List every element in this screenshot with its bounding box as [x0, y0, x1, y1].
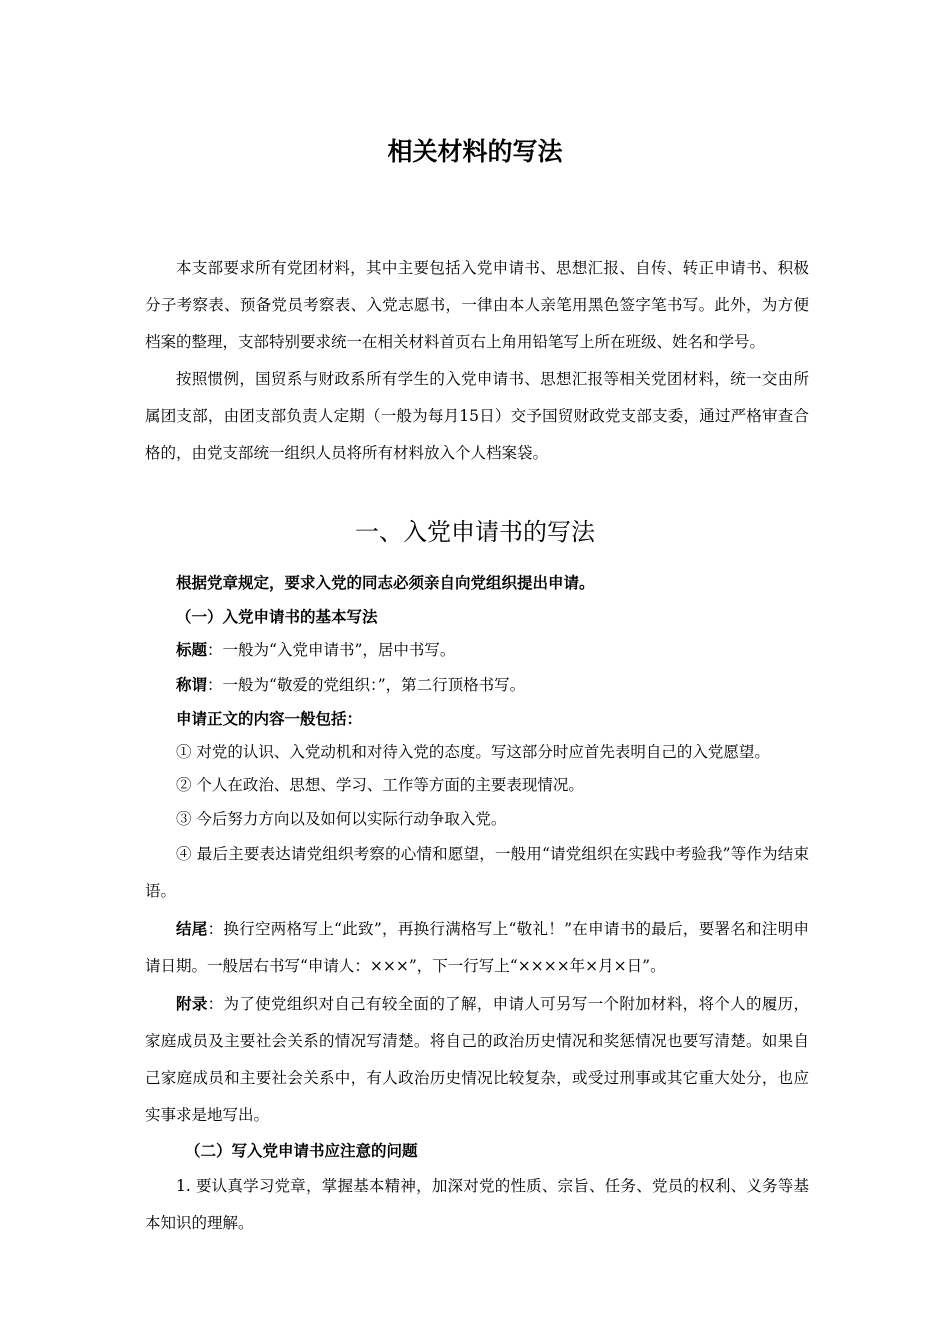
title-label: 标题 — [176, 640, 208, 659]
appendix-text: ：为了使党组织对自己有较全面的了解，申请人可另写一个附加材料，将个人的履历，家庭成员及主要社会关系的情况写清楚。将自己的政治历史情况和奖惩情况也要写清楚。如果自己家庭成员和主要社会关系中，有人政治历史情况比较复杂，或受过刑事或其它重大处分，也应实事求是地写出。 — [145, 995, 809, 1124]
subsection-heading-1: （一）入党申请书的基本写法 — [176, 606, 378, 626]
salutation-label: 称谓 — [176, 674, 208, 694]
intro-paragraph-1: 本支部要求所有党团材料，其中主要包括入党申请书、思想汇报、自传、转正申请书、积极分子考察表、预备党员考察表、入党志愿书，一律由本人亲笔用黑色签字笔书写。此外，为方便档案的整理，支部特别要求统一在相关材料首页右上角用铅笔写上所在班级、姓名和学号。 — [145, 259, 809, 351]
title-rule — [145, 633, 809, 668]
content-item-2: ② 个人在政治、思想、学习、工作等方面的主要表现情况。 — [176, 776, 584, 794]
ending-label: 结尾 — [176, 919, 208, 938]
ending-rule — [145, 910, 809, 985]
content-item-3: ③ 今后努力方向以及如何以实际行动争取入党。 — [176, 809, 507, 828]
appendix-rule — [145, 985, 809, 1134]
intro-block — [145, 250, 809, 472]
note-item-1: 1. 要认真学习党章，掌握基本精神，加深对党的性质、宗旨、任务、党员的权利、义务等基本知识的理解。 — [145, 1176, 809, 1232]
document-title: 相关材料的写法 — [387, 137, 563, 166]
content-item-1: ① 对党的认识、入党动机和对待入党的态度。写这部分时应首先表明自己的入党愿望。 — [176, 742, 770, 761]
title-text: ：一般为“入党申请书”，居中书写。 — [207, 641, 456, 659]
section-body — [145, 566, 809, 1242]
section-heading: 一、入党申请书的写法 — [355, 518, 595, 546]
intro-paragraph-2: 按照惯例，国贸系与财政系所有学生的入党申请书、思想汇报等相关党团材料，统一交由所属团支部，由团支部负责人定期（一般为每月15日）交予国贸财政党支部支委，通过严格审查合格的，由党支部统一组织人员将所有材料放入个人档案袋。 — [145, 370, 809, 462]
salutation-rule — [145, 668, 809, 703]
content-heading: 申请正文的内容一般包括： — [176, 709, 363, 728]
content-item-4: ④ 最后主要表达请党组织考察的心情和愿望，一般用“请党组织在实践中考验我”等作为结束语。 — [145, 845, 809, 900]
salutation-text: ：一般为“敬爱的党组织：”，第二行顶格书写。 — [207, 675, 526, 694]
subsection-heading-2: （二）写入党申请书应注意的问题 — [185, 1141, 418, 1160]
appendix-label: 附录 — [176, 994, 208, 1013]
ending-text: ：换行空两格写上“此致”，再换行满格写上“敬礼！”在申请书的最后，要署名和注明申请日期。一般居右书写“申请人：×××”，下一行写上“××××年×月×日”。 — [145, 920, 809, 975]
section-lead: 根据党章规定，要求入党的同志必须亲自向党组织提出申请。 — [176, 573, 595, 592]
